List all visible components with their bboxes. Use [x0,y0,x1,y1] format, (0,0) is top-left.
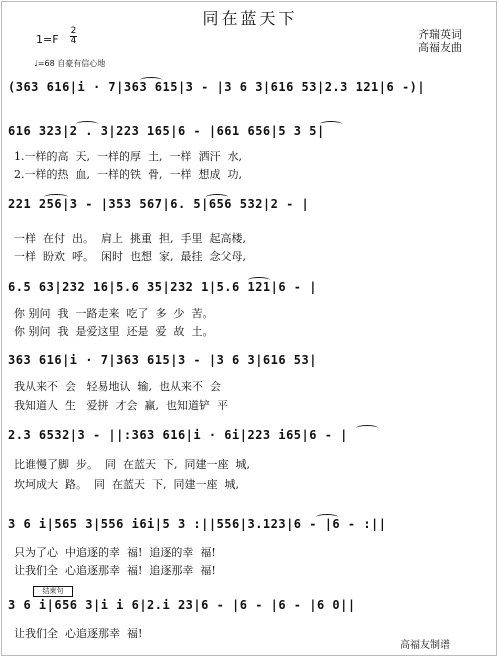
lyricist-credit: 齐瑞英词 [418,28,462,41]
time-signature-top: 2 [70,26,77,36]
notation-row-6: 2.3 6532|3 - ||:363 616|i · 6i|223 i65|6 - | [8,428,348,442]
time-signature-bottom: 4 [70,36,77,46]
credits [418,28,462,54]
page-title: 同在蓝天下 [202,9,298,28]
notation-row-8: 3 6 i|656 3|i i 6|2.i 23|6 - |6 - |6 - |6 0|| [8,598,356,612]
transcriber-signature: 高福友制谱 [400,640,450,651]
notation-row-2: 616 323|2 . 3|223 165|6 - |661 656|5 3 5| [8,124,325,138]
slur-mark [44,194,68,200]
lyric-row-4-verse-2: 你 别问 我 是爱这里 还是 爱 故 土。 [14,325,214,338]
notation-row-7: 3 6 i|565 3|556 i6i|5 3 :||556|3.123|6 - |6 - :|| [8,517,387,531]
slur-mark [316,514,338,520]
lyric-row-4-verse-1: 你 别问 我 一路走来 吃了 多 少 苦。 [14,307,214,320]
lyric-row-6-verse-1: 比谁慢了脚 步。 同 在蓝天 下, 同建一座 城, [14,458,250,471]
composer-credit: 高福友曲 [418,41,462,54]
tempo-marking: ♩=68 自豪有信心地 [34,59,106,68]
slur-mark [356,425,378,431]
lyric-row-8-verse-1: 让我们全 心追逐那幸 福! [14,627,143,640]
lyric-row-5-verse-1: 我从来不 会 轻易地认 输, 也从来不 会 [14,380,221,393]
lyric-row-3-verse-2: 一样 盼欢 呼。 闲时 也想 家, 最挂 念父母, [14,250,246,263]
key-signature: 1=F [36,33,59,46]
slur-mark [320,121,342,127]
lyric-row-7-verse-2: 让我们全 心追逐那幸 福! 追逐那幸 福! [14,564,216,577]
slur-mark [206,194,228,200]
notation-row-4: 6.5 63|232 16|5.6 35|232 1|5.6 121|6 - | [8,280,317,294]
lyric-row-5-verse-2: 我知道人 生 爱拼 才会 赢, 也知道铲 平 [14,399,228,412]
time-signature [70,27,77,46]
slur-mark [76,121,98,127]
coda-label: 结束句 [33,586,73,597]
notation-row-1: (363 616|i · 7|363 615|3 - |3 6 3|616 53|2.3 121|6 -)| [8,80,426,94]
notation-row-3: 221 256|3 - |353 567|6. 5|656 532|2 - | [8,197,310,211]
lyric-row-2-verse-2: 2.一样的热 血, 一样的铁 骨, 一样 想成 功, [14,168,242,181]
slur-mark [140,77,162,83]
slur-mark [248,277,270,283]
lyric-row-3-verse-1: 一样 在付 出。 肩上 挑重 担, 手里 起高楼, [14,232,246,245]
lyric-row-2-verse-1: 1.一样的高 天, 一样的厚 土, 一样 洒汗 水, [14,150,242,163]
notation-row-5: 363 616|i · 7|363 615|3 - |3 6 3|616 53| [8,353,317,367]
lyric-row-6-verse-2: 坎坷成大 路。 同 在蓝天 下, 同建一座 城, [14,478,239,491]
lyric-row-7-verse-1: 只为了心 中追逐的幸 福! 追逐的幸 福! [14,546,216,559]
